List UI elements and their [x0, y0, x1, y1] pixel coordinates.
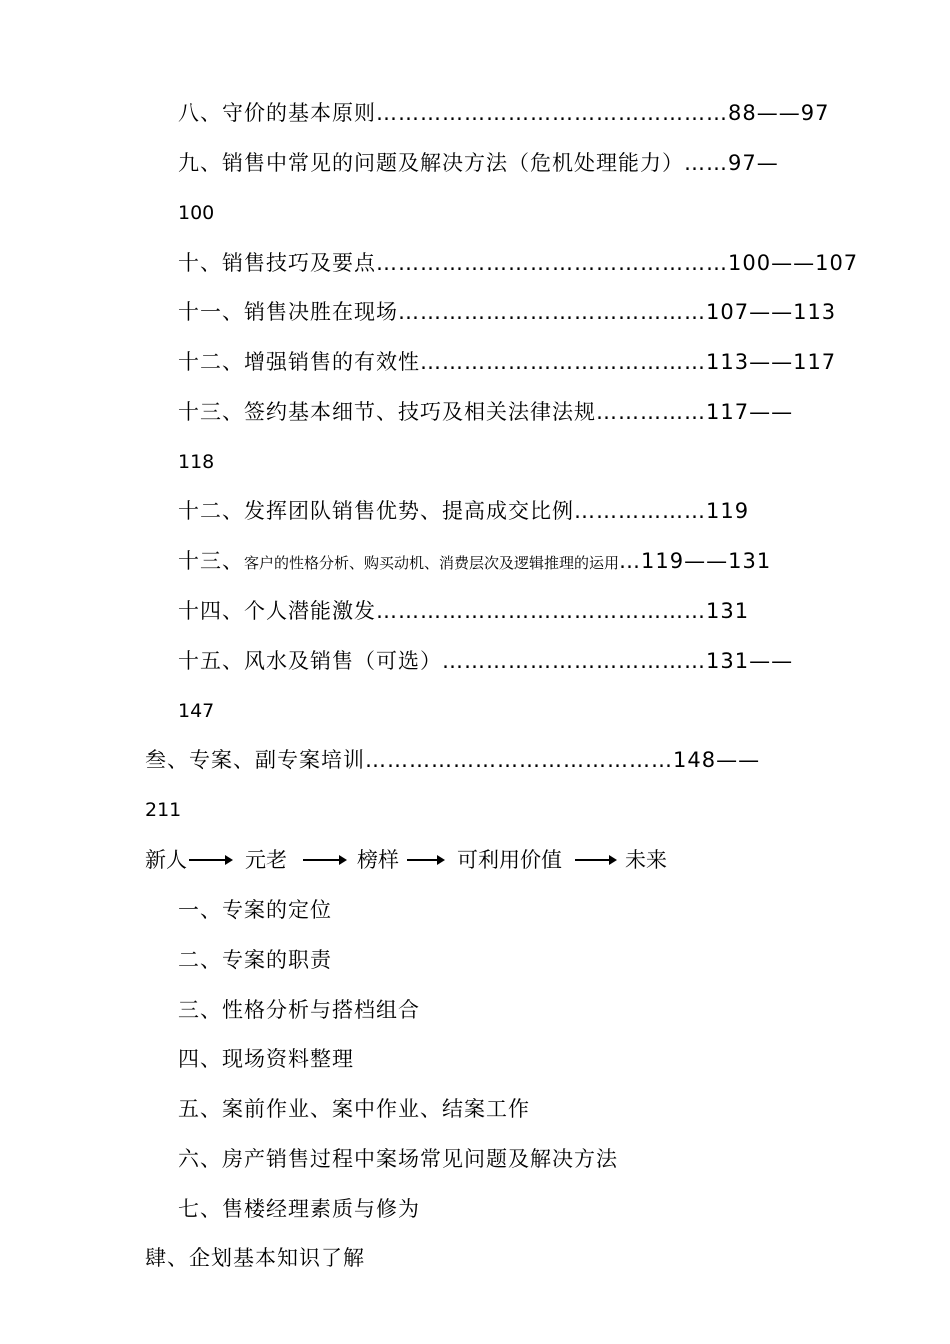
flow-step-value: 可利用价值 [457, 848, 562, 872]
toc-entry-page-number: 147 [178, 700, 215, 722]
arrow-right-icon [575, 859, 615, 861]
toc-entry: 十一、销售决胜在现场……………………………………107——113 [178, 300, 837, 324]
toc-entry [178, 547, 771, 577]
toc-entry-page-number: 118 [178, 451, 215, 473]
toc-entry: 十、销售技巧及要点…………………………………………100——107 [178, 251, 859, 275]
toc-entry-prefix: 十三、 [178, 549, 244, 573]
toc-entry: 十三、签约基本细节、技巧及相关法律法规……………117—— [178, 400, 794, 424]
arrow-right-icon [189, 859, 231, 861]
arrow-right-icon [303, 859, 345, 861]
toc-entry: 十五、风水及销售（可选）………………………………131—— [178, 649, 794, 673]
section-item: 六、房产销售过程中案场常见问题及解决方法 [178, 1147, 618, 1171]
section-item: 五、案前作业、案中作业、结案工作 [178, 1097, 530, 1121]
toc-entry-title: 客户的性格分析、购买动机、消费层次及逻辑推理的运用 [244, 554, 620, 572]
flow-step-future: 未来 [625, 848, 667, 872]
flow-step-role-model: 榜样 [357, 848, 399, 872]
arrow-right-icon [407, 859, 443, 861]
toc-entry: 九、销售中常见的问题及解决方法（危机处理能力）……97— [178, 151, 779, 175]
toc-entry-page-number: 211 [145, 799, 182, 821]
toc-entry-page-number: 100 [178, 202, 215, 224]
toc-entry: 十四、个人潜能激发………………………………………131 [178, 599, 750, 623]
flow-step-newcomer: 新人 [145, 848, 187, 872]
section-item: 二、专案的职责 [178, 948, 332, 972]
section-item: 三、性格分析与搭档组合 [178, 998, 420, 1022]
toc-entry-pages: …119——131 [619, 549, 772, 573]
toc-entry: 八、守价的基本原则…………………………………………88——97 [178, 101, 830, 125]
section-item: 七、售楼经理素质与修为 [178, 1197, 420, 1221]
section-item: 一、专案的定位 [178, 898, 332, 922]
toc-chapter-heading: 肆、企划基本知识了解 [145, 1246, 365, 1270]
toc-entry: 十二、发挥团队销售优势、提高成交比例………………119 [178, 499, 750, 523]
section-item: 四、现场资料整理 [178, 1047, 354, 1071]
toc-chapter-heading: 叁、专案、副专案培训……………………………………148—— [145, 748, 761, 772]
flow-step-veteran: 元老 [245, 848, 287, 872]
toc-entry: 十二、增强销售的有效性…………………………………113——117 [178, 350, 837, 374]
